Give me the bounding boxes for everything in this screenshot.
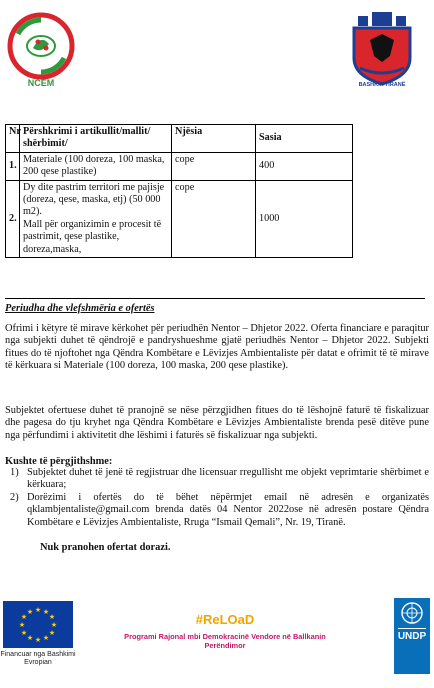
- svg-text:★: ★: [50, 621, 58, 629]
- ncem-logo: [5, 12, 77, 92]
- section-title: Periudha dhe vlefshmëria e ofertës: [5, 298, 425, 314]
- svg-text:★: ★: [18, 621, 26, 629]
- table-cell-nr: 1.: [6, 152, 20, 180]
- reload-subtitle: Programi Rajonal mbi Demokracinë Vendore në Ballkanin Perëndimor: [124, 632, 326, 650]
- table-cell-description: [20, 152, 172, 180]
- description-line: Materiale (100 doreza, 100 maska, 200 qese plastike): [23, 153, 165, 178]
- table-cell-unit: cope: [172, 152, 256, 180]
- terms-title: Kushte të përgjithshme:: [5, 456, 113, 467]
- svg-text:★: ★: [34, 606, 42, 614]
- list-text: Dorëzimi i ofertës do të bëhet nëpërmjet email në adresën e organizatës qklambjentaliste@gmail.com brenda datës 04 Nentor 2022ose në adresën postare Qëndra Kombëtare e Lëvizjes Ambientaliste, Rruga “Ismail Qemali”, Nr. 19, Tiranë.: [27, 492, 429, 528]
- table-cell-nr: 2.: [6, 180, 20, 257]
- svg-text:★: ★: [48, 629, 56, 637]
- svg-text:★: ★: [26, 608, 34, 616]
- list-number: 2): [10, 492, 19, 503]
- eu-flag-logo: [3, 601, 73, 648]
- table-header-description: Përshkrimi i artikullit/mallit/ shërbimit/: [20, 125, 172, 153]
- undp-logo: [394, 598, 430, 674]
- svg-text:★: ★: [48, 613, 56, 621]
- tirana-crest-text: BASHKIA TIRANË: [358, 82, 406, 88]
- svg-text:★: ★: [20, 613, 28, 621]
- table-row: [6, 180, 353, 257]
- undp-text: UNDP: [397, 631, 427, 642]
- svg-text:★: ★: [42, 634, 50, 642]
- reload-title: #ReLOaD: [195, 612, 255, 627]
- paragraph-invoice: Subjektet ofertuese duhet të pranojnë se nëse përzgjidhen fitues do të lëshojnë faturë të fiskalizuar dhe pagesa do tju kryhet nga Qëndra Kombëtare e Lëvizjes Ambientaliste brenda pesë ditëve pune nga përfundimi i aktivitetit dhe lëshimi i faturës së fiskalizuar nga subjekti.: [5, 405, 429, 441]
- eu-caption: Financuar nga Bashkimi Evropian: [0, 651, 76, 666]
- svg-text:★: ★: [26, 634, 34, 642]
- tirana-municipality-crest: [344, 12, 420, 92]
- description-line: Dy dite pastrim territori me pajisje (doreza, qese, maska, etj) (50 000 m2).: [23, 181, 165, 218]
- table-cell-description: [20, 180, 172, 257]
- description-line: Mall për organizimin e procesit të pastrimit, qese plastike, doreza,maska,: [23, 218, 162, 255]
- closing-note: Nuk pranohen ofertat dorazi.: [40, 542, 171, 553]
- items-table: [5, 124, 353, 258]
- svg-text:★: ★: [20, 629, 28, 637]
- paragraph-period: Ofrimi i këtyre të mirave kërkohet për periudhën Nentor – Dhjetor 2022. Oferta financiare e paraqitur nga subjekti duhet të qëndrojë e pandryshueshme gjatë periudhës Nentor – Dhjetor 2022. Subjekti fitues do të njoftohet nga Qëndra Kombëtare e Lëvizjes Ambientaliste për datat e ofrimit të të mirave të kërkuara si Materiale (100 doreza, 100 maska, 200 qese plastike).: [5, 323, 429, 372]
- svg-text:★: ★: [42, 608, 50, 616]
- table-cell-quantity: 1000: [256, 180, 353, 257]
- list-text: Subjektet duhet të jenë të regjistruar dhe licensuar rregullisht me objekt veprimtarie shërbimet e kërkuara;: [27, 467, 429, 491]
- list-number: 1): [10, 467, 19, 478]
- table-header-row: [6, 125, 353, 153]
- table-row: [6, 152, 353, 180]
- table-header-nr: Nr: [6, 125, 20, 153]
- svg-text:★: ★: [34, 636, 42, 644]
- list-item: [10, 492, 429, 529]
- ncem-logo-text: NCEM: [27, 78, 55, 88]
- table-header-quantity: Sasia: [256, 125, 353, 153]
- eu-stars-icon: [3, 601, 73, 648]
- table-header-unit: Njësia: [172, 125, 256, 153]
- tirana-crest-icon: [344, 12, 420, 92]
- list-item: [10, 467, 429, 492]
- table-cell-unit: cope: [172, 180, 256, 257]
- table-cell-quantity: 400: [256, 152, 353, 180]
